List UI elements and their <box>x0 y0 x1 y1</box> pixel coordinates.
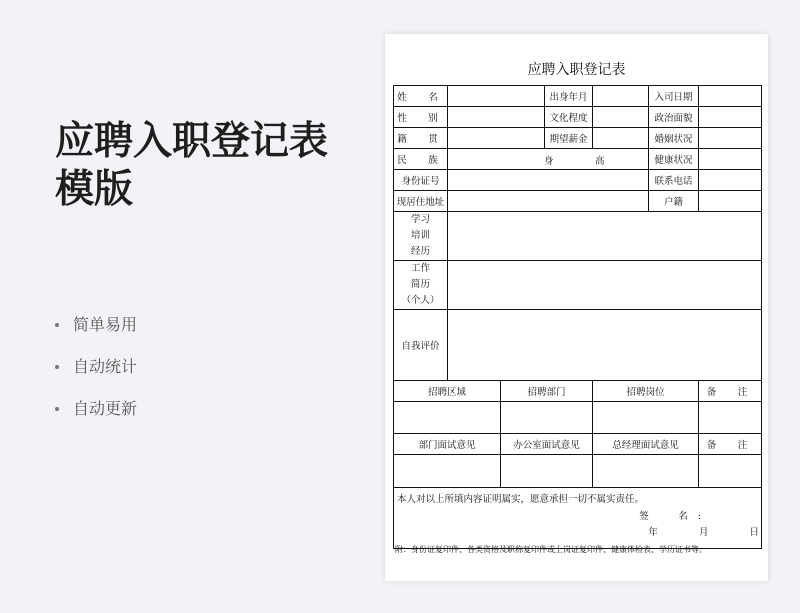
recruit-post-label: 招聘岗位 <box>593 381 699 402</box>
hukou-label: 户籍 <box>649 191 699 212</box>
work-field[interactable] <box>448 261 762 310</box>
hero-title <box>55 118 328 214</box>
gm-opinion-field[interactable] <box>593 455 699 488</box>
hero-title-line2: 模版 <box>55 167 134 212</box>
gm-opinion-label: 总经理面试意见 <box>593 434 699 455</box>
registration-table <box>393 85 762 549</box>
form-title: 应聘入职登记表 <box>527 62 626 78</box>
marital-label: 婚姻状况 <box>649 128 699 149</box>
recruit-area-field[interactable] <box>394 402 501 434</box>
address-field[interactable] <box>448 191 649 212</box>
bullet-icon <box>55 407 59 411</box>
name-label: 姓 名 <box>394 86 448 107</box>
height-label-b: 高 <box>595 156 605 167</box>
id-card-field[interactable] <box>448 170 649 191</box>
dept-opinion-label: 部门面试意见 <box>394 434 501 455</box>
ethnic-label: 民 族 <box>394 149 448 170</box>
birth-label: 出身年月 <box>545 86 593 107</box>
health-field[interactable] <box>699 149 762 170</box>
entry-date-field[interactable] <box>699 86 762 107</box>
education-field[interactable] <box>593 107 649 128</box>
political-label: 政治面貌 <box>649 107 699 128</box>
recruit-dept-field[interactable] <box>501 402 593 434</box>
feature-label: 自动统计 <box>73 357 138 376</box>
bullet-icon <box>55 323 59 327</box>
recruit-dept-label: 招聘部门 <box>501 381 593 402</box>
remark1-field[interactable] <box>699 402 762 434</box>
form-sheet <box>385 34 768 581</box>
phone-label: 联系电话 <box>649 170 699 191</box>
feature-item <box>55 398 137 420</box>
entry-date-label: 入司日期 <box>649 86 699 107</box>
name-field[interactable] <box>448 86 545 107</box>
feature-item <box>55 314 137 336</box>
recruit-post-field[interactable] <box>593 402 699 434</box>
self-eval-field[interactable] <box>448 310 762 381</box>
study-field[interactable] <box>448 212 762 261</box>
salary-field[interactable] <box>593 128 649 149</box>
phone-field[interactable] <box>699 170 762 191</box>
declaration-cell <box>394 488 762 549</box>
date-year: 年 <box>648 527 658 538</box>
id-card-label: 身份证号 <box>394 170 448 191</box>
self-eval-label: 自我评价 <box>394 310 448 381</box>
declaration-text: 本人对以上所填内容证明属实，愿意承担一切不属实责任。 <box>397 494 645 505</box>
ethnic-height-cell[interactable] <box>448 149 649 170</box>
dept-opinion-field[interactable] <box>394 455 501 488</box>
office-opinion-label: 办公室面试意见 <box>501 434 593 455</box>
education-label: 文化程度 <box>545 107 593 128</box>
hukou-field[interactable] <box>699 191 762 212</box>
office-opinion-field[interactable] <box>501 455 593 488</box>
date-month: 月 <box>698 527 709 538</box>
salary-label: 期望薪金 <box>545 128 593 149</box>
height-label-a: 身 <box>544 156 554 167</box>
hero-title-line1: 应聘入职登记表 <box>55 119 329 164</box>
native-label: 籍 贯 <box>394 128 448 149</box>
remark2-field[interactable] <box>699 455 762 488</box>
work-label: 工作 简历 （个人） <box>394 261 448 310</box>
study-label: 学习 培训 经历 <box>394 212 448 261</box>
recruit-area-label: 招聘区域 <box>394 381 501 402</box>
feature-label: 简单易用 <box>73 315 138 334</box>
political-field[interactable] <box>699 107 762 128</box>
gender-label: 性 别 <box>394 107 448 128</box>
address-label: 现居住地址 <box>394 191 448 212</box>
date-day: 日 <box>749 527 759 538</box>
bullet-icon <box>55 365 59 369</box>
remark2-label: 备 注 <box>699 434 762 455</box>
signature-label: 签 名: <box>639 511 711 522</box>
gender-field[interactable] <box>448 107 545 128</box>
marital-field[interactable] <box>699 128 762 149</box>
native-field[interactable] <box>448 128 545 149</box>
health-label: 健康状况 <box>649 149 699 170</box>
feature-list <box>55 314 137 440</box>
birth-field[interactable] <box>593 86 649 107</box>
attachment-note: 附：身份证复印件、各类资格及职称复印件或上岗证复印件、健康体检表、学历证书等。 <box>395 545 707 554</box>
feature-item <box>55 356 137 378</box>
remark1-label: 备 注 <box>699 381 762 402</box>
date-line <box>610 524 759 538</box>
feature-label: 自动更新 <box>73 399 138 418</box>
